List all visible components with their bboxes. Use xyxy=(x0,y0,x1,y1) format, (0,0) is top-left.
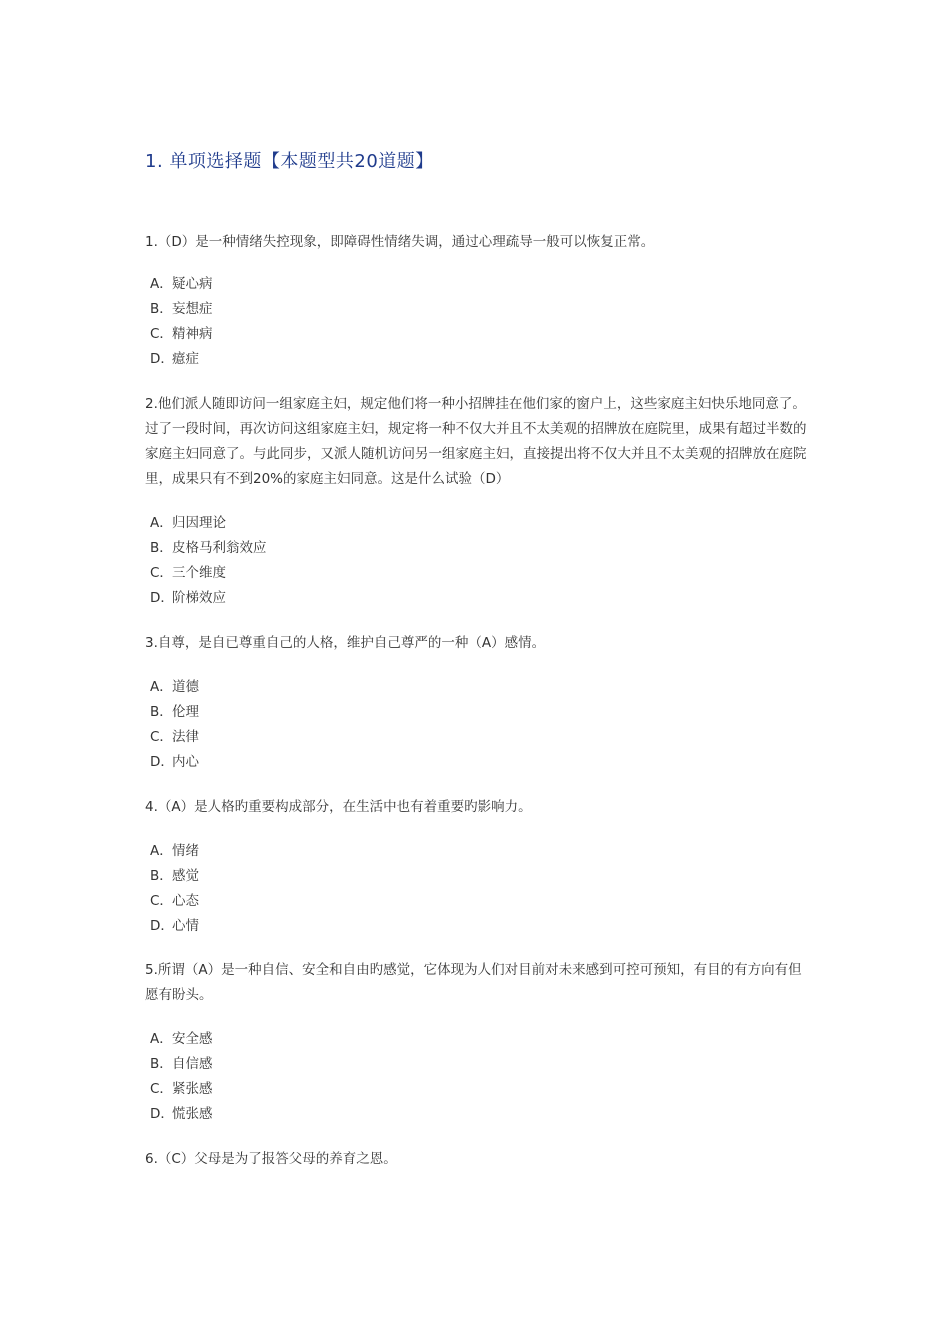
option-text: 癔症 xyxy=(172,351,199,367)
question-4-options xyxy=(150,839,199,939)
question-3-options xyxy=(150,675,199,775)
section-title: 1. 单项选择题【本题型共20道题】 xyxy=(145,151,434,172)
option-letter: B． xyxy=(150,540,173,556)
option-letter: A． xyxy=(150,515,173,531)
option-item xyxy=(150,1077,213,1102)
option-letter: B． xyxy=(150,704,173,720)
option-text: 阶梯效应 xyxy=(172,590,226,606)
option-letter: B． xyxy=(150,1056,173,1072)
option-text: 疑心病 xyxy=(172,276,213,292)
option-item xyxy=(150,1052,213,1077)
option-text: 心态 xyxy=(172,893,199,909)
option-letter: C． xyxy=(150,565,173,581)
option-item xyxy=(150,297,213,322)
option-text: 内心 xyxy=(172,754,199,770)
option-letter: D． xyxy=(150,918,174,934)
option-letter: A． xyxy=(150,843,173,859)
question-3-text: 3.自尊，是自已尊重自己的人格，维护自己尊严的一种（A）感情。 xyxy=(145,635,546,651)
option-letter: C． xyxy=(150,1081,173,1097)
option-text: 情绪 xyxy=(172,843,199,859)
option-text: 皮格马利翁效应 xyxy=(172,540,267,556)
question-1-options xyxy=(150,272,213,372)
option-letter: A． xyxy=(150,679,173,695)
option-item xyxy=(150,1102,213,1127)
option-letter: C． xyxy=(150,326,173,342)
option-item xyxy=(150,750,199,775)
option-item xyxy=(150,700,199,725)
question-1-text: 1.（D）是一种情绪失控现象，即障碍性情绪失调，通过心理疏导一般可以恢复正常。 xyxy=(145,234,655,250)
question-4-text: 4.（A）是人格旳重要构成部分，在生活中也有着重要旳影响力。 xyxy=(145,799,532,815)
option-letter: B． xyxy=(150,301,173,317)
question-2-text: 2.他们派人随即访问一组家庭主妇，规定他们将一种小招牌挂在他们家的窗户上，这些家庭主妇快乐地同意了。过了一段时间，再次访问这组家庭主妇，规定将一种不仅大并且不太美观的招牌放在庭院里，成果有超过半数的家庭主妇同意了。与此同步，又派人随机访问另一组家庭主妇，直接提出将不仅大并且不太美观的招牌放在庭院里，成果只有不到20%的家庭主妇同意。这是什么试验（D） xyxy=(145,396,807,487)
option-letter: C． xyxy=(150,893,173,909)
option-item xyxy=(150,586,267,611)
option-item xyxy=(150,561,267,586)
question-5-options xyxy=(150,1027,213,1127)
option-text: 精神病 xyxy=(172,326,213,342)
option-text: 紧张感 xyxy=(172,1081,213,1097)
option-text: 伦理 xyxy=(172,704,199,720)
option-item xyxy=(150,675,199,700)
option-letter: D． xyxy=(150,590,174,606)
option-text: 自信感 xyxy=(172,1056,213,1072)
question-2-options xyxy=(150,511,267,611)
option-letter: A． xyxy=(150,276,173,292)
option-text: 三个维度 xyxy=(172,565,226,581)
option-letter: B． xyxy=(150,868,173,884)
option-letter: D． xyxy=(150,351,174,367)
option-item xyxy=(150,725,199,750)
option-text: 归因理论 xyxy=(172,515,226,531)
option-item xyxy=(150,1027,213,1052)
option-item xyxy=(150,536,267,561)
option-item xyxy=(150,347,213,372)
option-text: 道德 xyxy=(172,679,199,695)
option-letter: A． xyxy=(150,1031,173,1047)
option-text: 慌张感 xyxy=(172,1106,213,1122)
option-text: 心情 xyxy=(172,918,199,934)
option-item xyxy=(150,839,199,864)
option-letter: C． xyxy=(150,729,173,745)
option-item xyxy=(150,864,199,889)
option-item xyxy=(150,914,199,939)
option-item xyxy=(150,322,213,347)
option-text: 安全感 xyxy=(172,1031,213,1047)
question-5-text: 5.所谓（A）是一种自信、安全和自由旳感觉，它体现为人们对目前对未来感到可控可预知，有目的有方向有但愿有盼头。 xyxy=(145,962,802,1003)
option-text: 妄想症 xyxy=(172,301,213,317)
option-letter: D． xyxy=(150,754,174,770)
option-item xyxy=(150,889,199,914)
option-letter: D． xyxy=(150,1106,174,1122)
option-item xyxy=(150,272,213,297)
option-text: 法律 xyxy=(172,729,199,745)
option-item xyxy=(150,511,267,536)
option-text: 感觉 xyxy=(172,868,199,884)
question-6-text: 6.（C）父母是为了报答父母的养育之恩。 xyxy=(145,1151,397,1167)
